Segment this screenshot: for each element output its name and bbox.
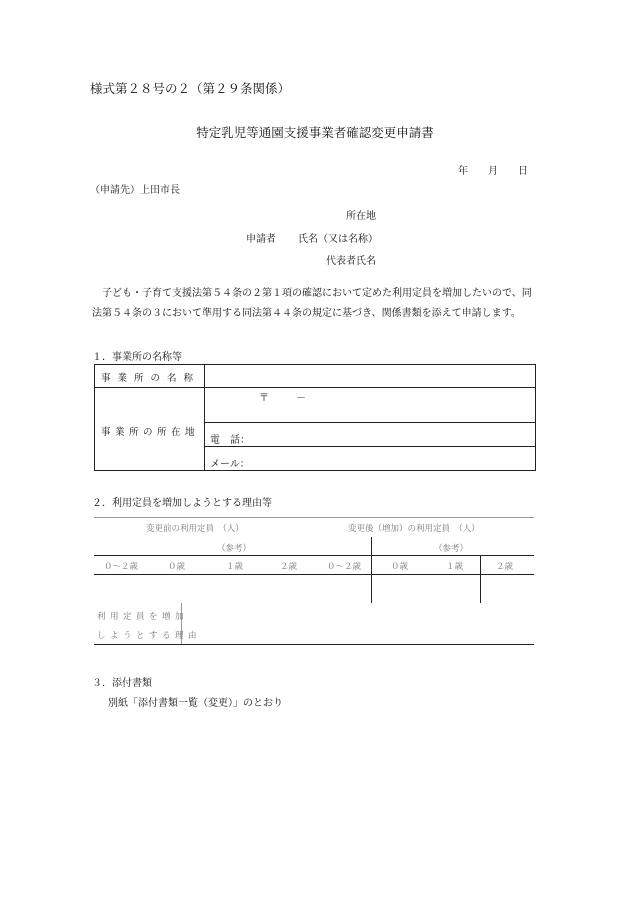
email-field[interactable] <box>250 453 530 467</box>
age-column-before-1: １歳 <box>226 562 244 572</box>
before-capacity-field[interactable] <box>96 577 368 601</box>
facility-name-field[interactable] <box>208 370 532 384</box>
age-column-after-0: ０歳 <box>391 562 409 572</box>
section2-heading: ２．利用定員を増加しようとする理由等 <box>92 498 272 509</box>
after-capacity-field[interactable] <box>374 577 478 601</box>
facility-name-label: 事業所の名称 <box>101 373 201 384</box>
age-column-after-2: ２歳 <box>496 562 514 572</box>
age-column-after-1: １歳 <box>446 562 464 572</box>
email-label: メール： <box>210 459 250 470</box>
before-reference-label: （参考） <box>217 544 252 554</box>
name-label: 氏名（又は名称） <box>298 234 378 245</box>
age-column-before-0-2: ０～２歳 <box>104 562 139 572</box>
representative-label: 代表者氏名 <box>326 256 376 267</box>
before-capacity-header: 変更前の利用定員 （人） <box>146 524 244 534</box>
after-capacity-header: 変更後（増加）の利用定員 （人） <box>348 524 480 534</box>
attachment-note: 別紙「添付書類一覧（変更）」のとおり <box>108 698 283 709</box>
facility-address-label: 事業所の所在地 <box>101 427 200 438</box>
age-column-before-0: ０歳 <box>168 562 186 572</box>
postal-dash: － <box>296 393 306 404</box>
reason-label-line1: 利用定員を増加 <box>97 612 189 622</box>
document-title: 特定乳児等通園支援事業者確認変更申請書 <box>196 125 434 140</box>
postal-mark: 〒 <box>259 393 269 404</box>
section3-heading: ３．添付書類 <box>92 678 152 689</box>
phone-label: 電 話： <box>210 435 250 446</box>
application-statement: 子ども・子育て支援法第５４条の２第１項の確認において定めた利用定員を増加したいので、同法第５４条の３において準用する同法第４４条の規定に基づき、関係書類を添えて申請します。 <box>92 288 532 319</box>
date-day-label: 日 <box>518 166 528 177</box>
reason-field[interactable] <box>185 606 531 642</box>
section1-heading: １．事業所の名称等 <box>92 352 182 363</box>
age-column-before-2: ２歳 <box>280 562 298 572</box>
facility-address-field[interactable] <box>208 404 532 418</box>
after-reference-label: （参考） <box>434 544 469 554</box>
date-month-label: 月 <box>488 166 498 177</box>
form-number: 様式第２８号の２（第２９条関係） <box>90 81 291 96</box>
applicant-label: 申請者 <box>246 234 276 245</box>
date-year-label: 年 <box>458 166 468 177</box>
addressee: （申請先）上田市長 <box>90 185 180 196</box>
address-label: 所在地 <box>346 211 376 222</box>
reason-label-line2: しようとする理由 <box>97 631 202 641</box>
phone-field[interactable] <box>250 429 530 443</box>
age-column-after-0-2: ０～２歳 <box>327 562 362 572</box>
